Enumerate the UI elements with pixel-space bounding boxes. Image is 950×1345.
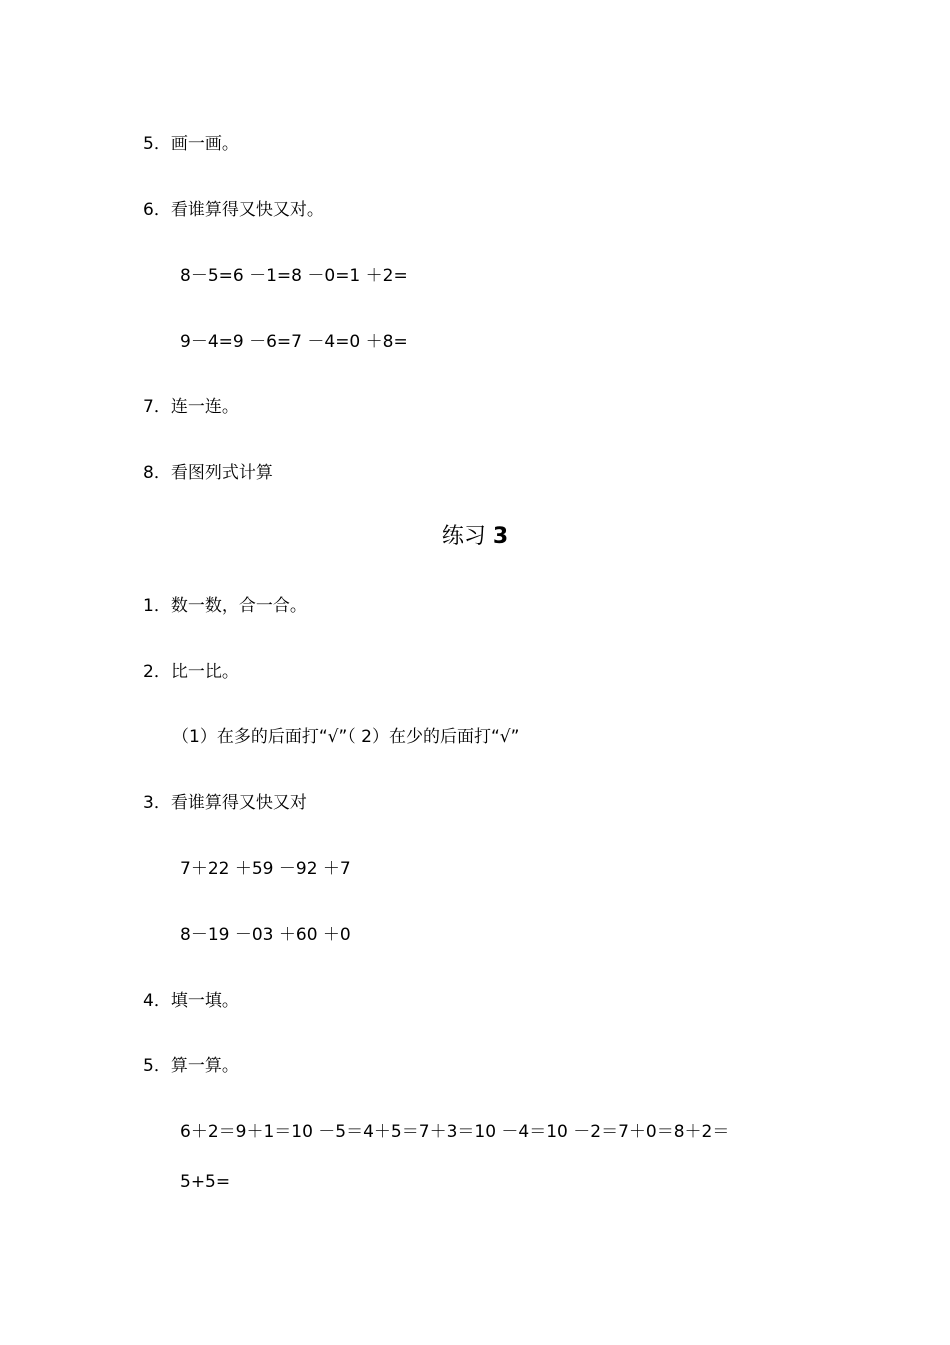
line-q1-count: 1．数一数，合一合。 [143,596,307,616]
line-q6-calc: 6．看谁算得又快又对。 [143,200,324,220]
section-title-number: 3 [492,524,509,549]
equation-row-3: 7＋22 ＋59 －92 ＋7 [180,859,351,879]
line-q5-calc: 5．算一算。 [143,1056,239,1076]
equation-row-4: 8－19 －03 ＋60 ＋0 [180,925,351,945]
equation-row-5: 6＋2＝9＋1＝10 －5＝4＋5＝7＋3＝10 －4＝10 －2＝7＋0＝8＋2＝ [180,1122,730,1142]
line-q5-draw: 5．画一画。 [143,134,239,154]
equation-row-6: 5+5= [180,1172,231,1192]
equation-row-2: 9－4=9 －6=7 －4=0 ＋8= [180,332,408,352]
line-q8-picture-calc: 8．看图列式计算 [143,463,273,483]
section-title-text: 练习 [441,524,486,549]
line-q4-fill: 4．填一填。 [143,991,239,1011]
line-q3-calc: 3．看谁算得又快又对 [143,793,307,813]
line-q2-compare: 2．比一比。 [143,662,239,682]
equation-row-1: 8－5=6 －1=8 －0=1 ＋2= [180,266,408,286]
line-q7-connect: 7．连一连。 [143,397,239,417]
compare-instructions: （1）在多的后面打“√”（ 2）在少的后面打“√” [172,727,520,747]
section-title [0,523,950,551]
